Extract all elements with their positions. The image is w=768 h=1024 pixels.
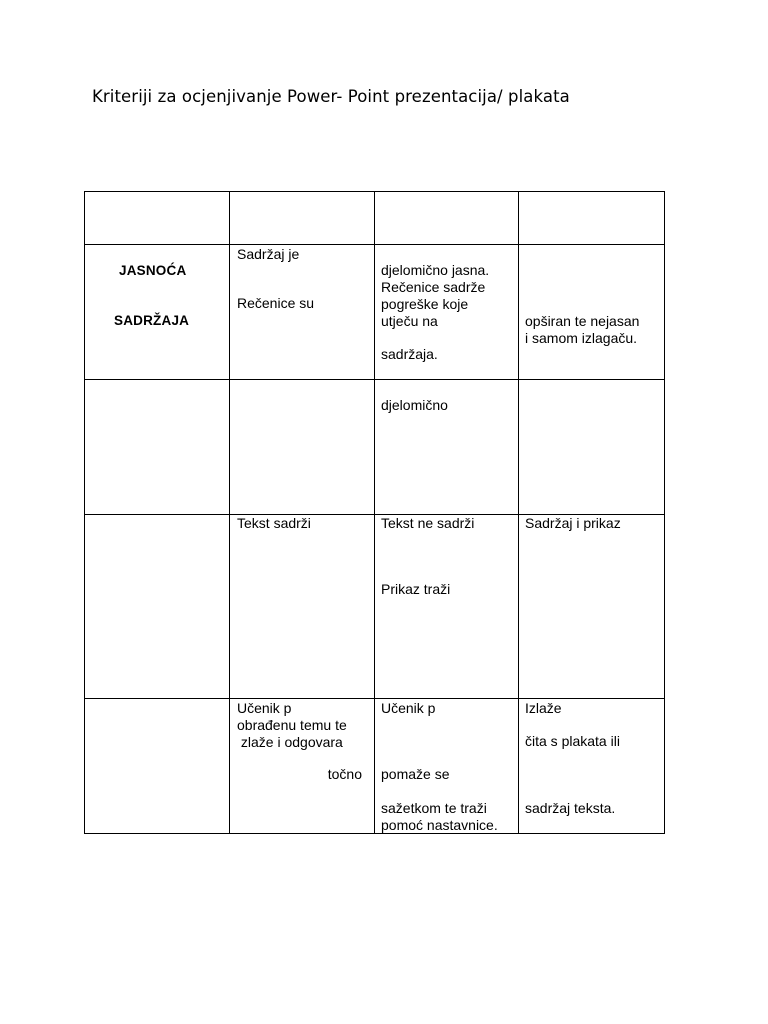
table-cell xyxy=(375,380,519,515)
cell-text: Sadržaj je xyxy=(237,246,300,262)
cell-text: Učenik p xyxy=(381,700,436,716)
table-cell xyxy=(375,192,519,245)
table-cell xyxy=(230,245,375,380)
table-cell xyxy=(85,380,230,515)
criterion-label-line1: JASNOĆA xyxy=(119,263,187,278)
criterion-label-line2: SADRŽAJA xyxy=(114,313,190,328)
table-row xyxy=(85,699,665,834)
cell-text: pomaže se xyxy=(381,766,450,782)
table-cell xyxy=(519,515,665,699)
table-row xyxy=(85,380,665,515)
cell-text: točno xyxy=(327,766,362,782)
table-cell-criterion-label xyxy=(85,245,230,380)
cell-text: sadržaja. xyxy=(381,346,438,362)
table-cell xyxy=(230,192,375,245)
cell-text: opširan te nejasan xyxy=(525,313,640,329)
cell-text: sažetkom te traži xyxy=(381,800,487,816)
cell-text: pogreške koje xyxy=(381,296,469,312)
table-cell xyxy=(519,245,665,380)
table-cell xyxy=(85,192,230,245)
cell-text: čita s plakata ili xyxy=(525,733,620,749)
table-cell xyxy=(519,699,665,834)
table-cell xyxy=(375,699,519,834)
cell-text: Sadržaj i prikaz xyxy=(525,515,621,531)
table-cell xyxy=(375,245,519,380)
cell-text: Izlaže xyxy=(525,700,562,716)
cell-text: utječu na xyxy=(381,313,438,329)
cell-text: i samom izlagaču. xyxy=(525,330,638,346)
table-cell xyxy=(230,699,375,834)
table-header-row xyxy=(85,192,665,245)
document-title: Kriteriji za ocjenjivanje Power- Point prezentacija/ plakata xyxy=(92,87,570,106)
cell-text: Rečenice sadrže xyxy=(381,279,486,295)
table-cell xyxy=(85,699,230,834)
cell-text: sadržaj teksta. xyxy=(525,800,616,816)
table-cell xyxy=(230,515,375,699)
cell-text: obrađenu temu te xyxy=(237,717,347,733)
cell-text: pomoć nastavnice. xyxy=(381,817,498,833)
cell-text: zlaže i odgovara xyxy=(237,734,343,750)
table-cell xyxy=(85,515,230,699)
cell-text: Tekst ne sadrži xyxy=(381,515,475,531)
criteria-table xyxy=(84,191,665,834)
cell-text: djelomično jasna. xyxy=(381,262,490,278)
table-cell xyxy=(230,380,375,515)
table-row xyxy=(85,515,665,699)
table-cell xyxy=(519,380,665,515)
cell-text: Tekst sadrži xyxy=(237,515,311,531)
table-cell xyxy=(519,192,665,245)
table-cell xyxy=(375,515,519,699)
table-row xyxy=(85,245,665,380)
cell-text: djelomično xyxy=(381,397,448,413)
cell-text: Učenik p xyxy=(237,700,292,716)
cell-text: Prikaz traži xyxy=(381,581,451,597)
cell-text: Rečenice su xyxy=(237,295,315,311)
